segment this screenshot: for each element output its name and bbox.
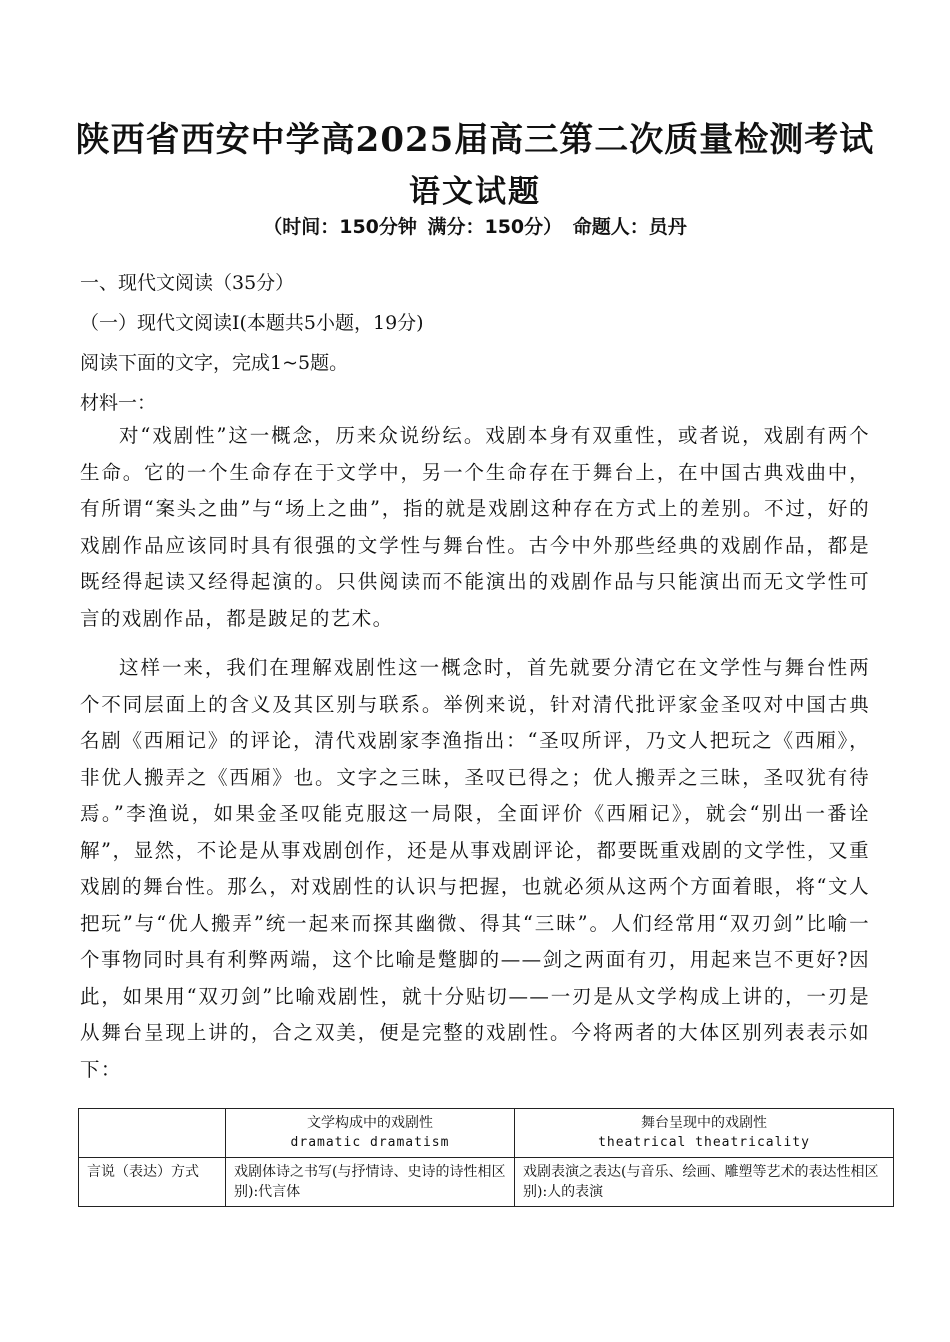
paragraph-1: 对“戏剧性”这一概念，历来众说纷纭。戏剧本身有双重性，或者说，戏剧有两个生命。它的一个生命存在于文学中，另一个生命存在于舞台上，在中国古典戏曲中，有所谓“案头之曲”与“场上之曲”，指的就是戏剧这种存在方式上的差别。不过，好的戏剧作品应该同时具有很强的文学性与舞台性。古今中外那些经典的戏剧作品，都是既经得起读又经得起演的。只供阅读而不能演出的戏剧作品与只能演出而无文学性可言的戏剧作品，都是跛足的艺术。 xyxy=(80,424,870,630)
literary-header-en: dramatic dramatism xyxy=(290,1135,450,1150)
section-heading: 一、现代文阅读（35分） xyxy=(80,272,295,294)
table-row xyxy=(79,1158,894,1207)
exam-subject-title: 语文试题 xyxy=(409,174,541,210)
sub-section-heading: （一）现代文阅读Ⅰ(本题共5小题，19分) xyxy=(80,312,424,334)
literary-column-header xyxy=(226,1109,515,1158)
literary-cell: 戏剧体诗之书写(与抒情诗、史诗的诗性相区别):代言体 xyxy=(226,1158,515,1207)
stage-header-en: theatrical theatricality xyxy=(598,1135,810,1150)
table-corner-cell xyxy=(79,1109,226,1158)
material-label: 材料一： xyxy=(80,392,157,414)
exam-info: （时间：150分钟 满分：150分） 命题人：员丹 xyxy=(263,216,687,238)
stage-header-cn: 舞台呈现中的戏剧性 xyxy=(641,1115,767,1131)
comparison-table xyxy=(78,1108,894,1207)
reading-instruction: 阅读下面的文字，完成1~5题。 xyxy=(80,352,349,374)
stage-cell: 戏剧表演之表达(与音乐、绘画、雕塑等艺术的表达性相区别):人的表演 xyxy=(515,1158,894,1207)
literary-header-cn: 文学构成中的戏剧性 xyxy=(307,1115,433,1131)
paragraph-2: 这样一来，我们在理解戏剧性这一概念时，首先就要分清它在文学性与舞台性两个不同层面上的含义及其区别与联系。举例来说，针对清代批评家金圣叹对中国古典名剧《西厢记》的评论，清代戏剧家李渔指出：“圣叹所评，乃文人把玩之《西厢》，非优人搬弄之《西厢》也。文字之三昧，圣叹已得之；优人搬弄之三昧，圣叹犹有待焉。”李渔说，如果金圣叹能克服这一局限，全面评价《西厢记》，就会“别出一番诠解”，显然，不论是从事戏剧创作，还是从事戏剧评论，都要既重戏剧的文学性，又重戏剧的舞台性。那么，对戏剧性的认识与把握，也就必须从这两个方面着眼，将“文人把玩”与“优人搬弄”统一起来而探其幽微、得其“三昧”。人们经常用“双刃剑”比喻一个事物同时具有利弊两端，这个比喻是蹩脚的——剑之两面有刃，用起来岂不更好?因此，如果用“双刃剑”比喻戏剧性，就十分贴切——一刃是从文学构成上讲的，一刃是从舞台呈现上讲的，合之双美，便是完整的戏剧性。今将两者的大体区别列表表示如下： xyxy=(80,656,870,1081)
stage-column-header xyxy=(515,1109,894,1158)
exam-title: 陕西省西安中学高2025届高三第二次质量检测考试 xyxy=(75,120,875,160)
row-label: 言说（表达）方式 xyxy=(79,1158,226,1207)
table-header-row xyxy=(79,1109,894,1158)
